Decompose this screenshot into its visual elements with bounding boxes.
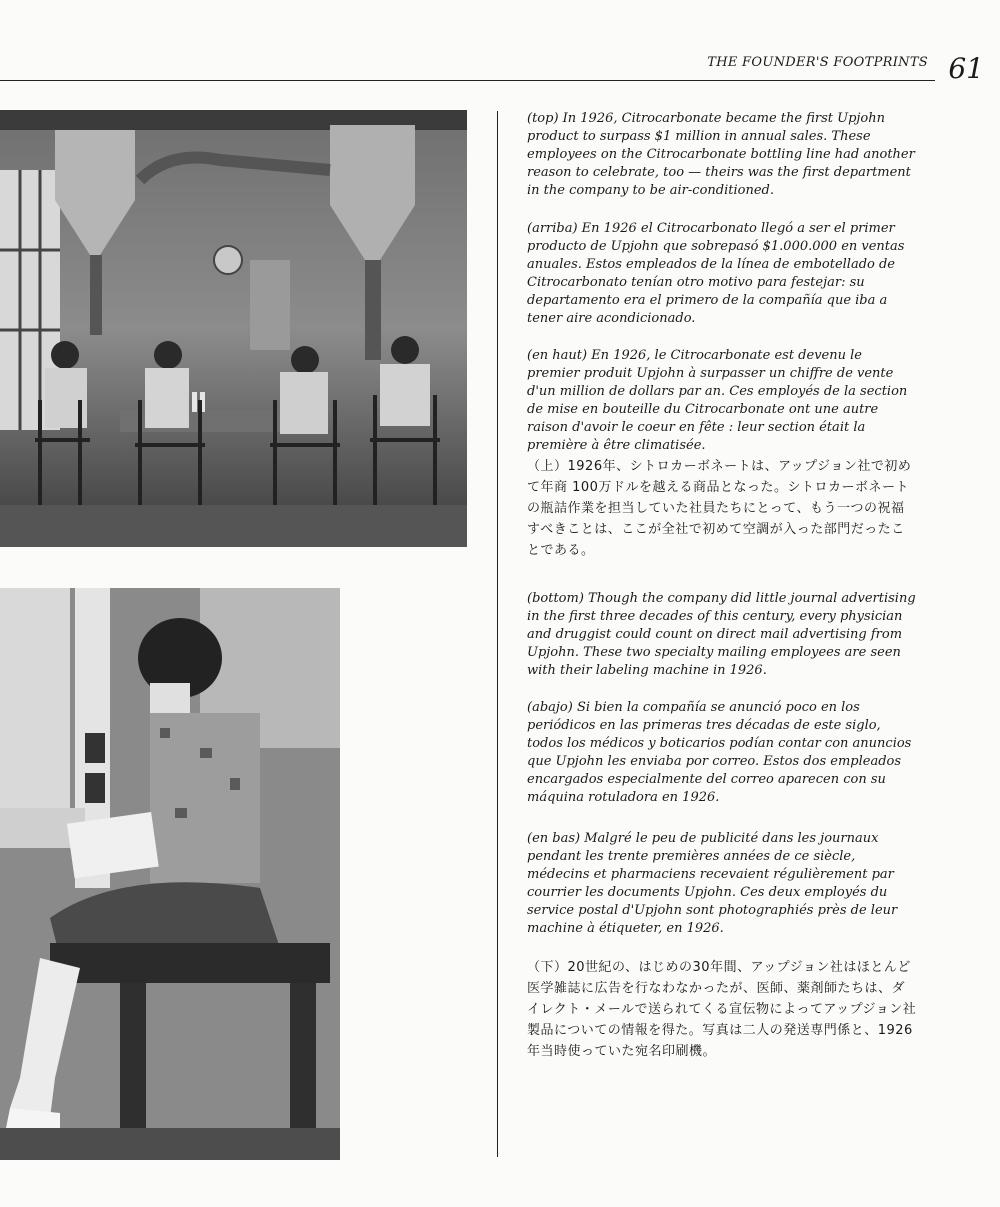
caption-top-spanish: (arriba) En 1926 el Citrocarbonato llegó a ser el primer producto de Upjohn que sobrepasó $1.000.000 en ventas anuales. Estos empleados de la línea de embotellado de Citrocarbonato tenían otro motivo para festejar: su departamento era el primero de la compañía que iba a tener aire acondicionado. — [527, 221, 905, 326]
caption-top-english: (top) In 1926, Citrocarbonate became the first Upjohn product to surpass $1 million in annual sales. These employees on the Citrocarbonate bottling line had another reason to celebrate, too — theirs was the first department in the company to be air-conditioned. — [527, 111, 915, 198]
caption-bottom-spanish: (abajo) Si bien la compañía se anunció poco en los periódicos en las primeras tres décadas de este siglo, todos los médicos y boticarios podían contar con anuncios que Upjohn les enviaba por correo. Estos dos empleados encargados especialmente del correo aparecen con su máquina rotuladora en 1926. — [527, 700, 912, 805]
bottling-line-photo — [0, 110, 467, 547]
page-number: 61 — [948, 52, 984, 85]
mailing-employee-photo-icon — [0, 588, 340, 1160]
caption-bottom-japanese: （下）20世紀の、はじめの30年間、アップジョン社はほとんど医学雑誌に広告を行なわなかったが、医師、薬剤師たちは、ダイレクト・メールで送られてくる宣伝物によってアップジョン社製品についての情報を得た。写真は二人の発送専門係と、1926年当時使っていた宛名印刷機。 — [527, 960, 917, 1059]
column-divider — [497, 111, 498, 1157]
caption-top-japanese: （上）1926年、シトロカーボネートは、アップジョン社で初めて年商 100万ドルを越える商品となった。シトロカーボネートの瓶詰作業を担当していた社員たちにとって、もう一つの祝福すべきことは、ここが全社で初めて空調が入った部門だったことである。 — [527, 459, 912, 558]
mailing-employee-photo — [0, 588, 340, 1160]
caption-bottom-english: (bottom) Though the company did little journal advertising in the first three decades of this century, every physician and druggist could count on direct mail advertising from Upjohn. These two specialty mailing employees are seen with their labeling machine in 1926. — [527, 591, 916, 678]
caption-bottom-french: (en bas) Malgré le peu de publicité dans les journaux pendant les trente premières années de ce siècle, médecins et pharmaciens recevaient régulièrement par courrier les documents Upjohn. Ces deux employés du service postal d'Upjohn sont photographiés près de leur machine à étiqueter, en 1926. — [527, 831, 898, 936]
bottling-line-photo-icon — [0, 110, 467, 547]
running-head: THE FOUNDER'S FOOTPRINTS — [707, 55, 928, 70]
caption-top-french: (en haut) En 1926, le Citrocarbonate est devenu le premier produit Upjohn à surpasser un chiffre de vente d'un million de dollars par an. Ces employés de la section de mise en bouteille du Citrocarbonate ont une autre raison d'avoir le coeur en fête : leur section était la première à être climatisée. — [527, 348, 908, 453]
header-rule — [0, 80, 935, 81]
